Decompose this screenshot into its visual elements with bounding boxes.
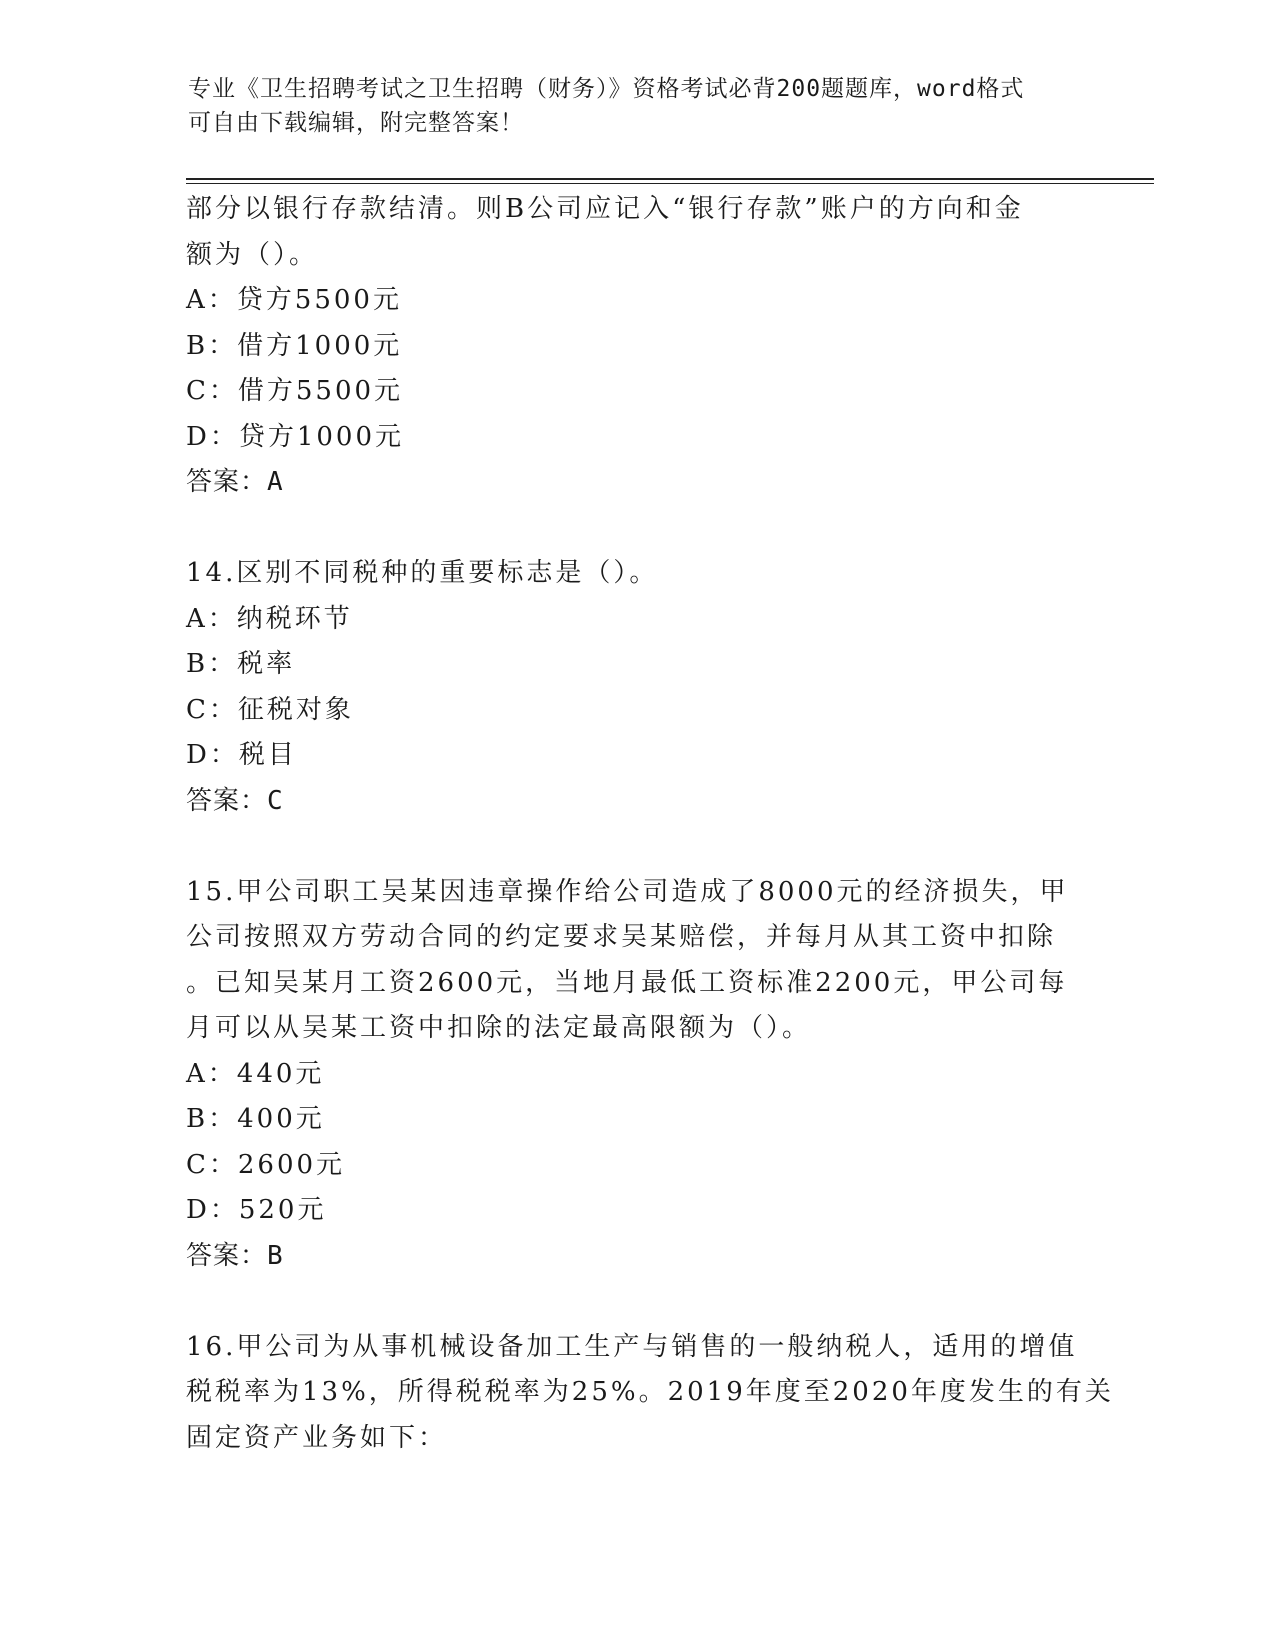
header-line-1: 专业《卫生招聘考试之卫生招聘（财务）》资格考试必背200题题库，word格式 bbox=[188, 76, 1025, 102]
answer-label: 答案：C bbox=[186, 785, 284, 816]
question-16 bbox=[186, 1325, 1114, 1462]
header-divider bbox=[186, 178, 1154, 184]
question-stem-line: 税税率为13%，所得税税率为25%。2019年度至2020年度发生的有关 bbox=[186, 1377, 1114, 1407]
question-stem-line: 固定资产业务如下： bbox=[186, 1422, 448, 1453]
spacer bbox=[186, 824, 1086, 870]
option-c: C：2600元 bbox=[186, 1149, 346, 1180]
document-body bbox=[186, 187, 1114, 1461]
question-stem-line: 。已知吴某月工资2600元，当地月最低工资标准2200元，甲公司每 bbox=[186, 967, 1068, 998]
question-15 bbox=[186, 870, 1086, 1280]
option-c: C：借方5500元 bbox=[186, 376, 404, 406]
option-d: D：贷方1000元 bbox=[186, 421, 405, 452]
option-c: C：征税对象 bbox=[186, 694, 354, 725]
question-stem-line: 部分以银行存款结清。则B公司应记入“银行存款”账户的方向和金 bbox=[186, 194, 1024, 224]
spacer bbox=[186, 506, 1086, 552]
option-d: D：520元 bbox=[186, 1195, 327, 1225]
question-stem-line: 公司按照双方劳动合同的约定要求吴某赔偿，并每月从其工资中扣除 bbox=[186, 922, 1057, 952]
header-line-2: 可自由下载编辑，附完整答案！ bbox=[188, 110, 524, 136]
question-stem-line: 14.区别不同税种的重要标志是（）。 bbox=[186, 558, 659, 588]
answer-label: 答案：B bbox=[186, 1240, 284, 1271]
option-a: A：440元 bbox=[186, 1058, 325, 1089]
spacer bbox=[186, 1279, 1086, 1325]
option-b: B：借方1000元 bbox=[186, 330, 403, 361]
question-stem-line: 额为（）。 bbox=[186, 239, 319, 270]
question-stem-line: 16.甲公司为从事机械设备加工生产与销售的一般纳税人，适用的增值 bbox=[186, 1331, 1078, 1362]
option-a: A：贷方5500元 bbox=[186, 285, 402, 315]
option-b: B：400元 bbox=[186, 1104, 325, 1134]
question-13-continuation bbox=[186, 187, 1086, 506]
document-header bbox=[188, 72, 1088, 140]
option-b: B：税率 bbox=[186, 649, 296, 679]
answer-label: 答案：A bbox=[186, 467, 284, 497]
question-stem-line: 15.甲公司职工吴某因违章操作给公司造成了8000元的经济损失，甲 bbox=[186, 876, 1069, 907]
option-d: D：税目 bbox=[186, 740, 297, 770]
option-a: A：纳税环节 bbox=[186, 603, 353, 634]
question-14 bbox=[186, 551, 1086, 824]
question-stem-line: 月可以从吴某工资中扣除的法定最高限额为（）。 bbox=[186, 1013, 812, 1043]
